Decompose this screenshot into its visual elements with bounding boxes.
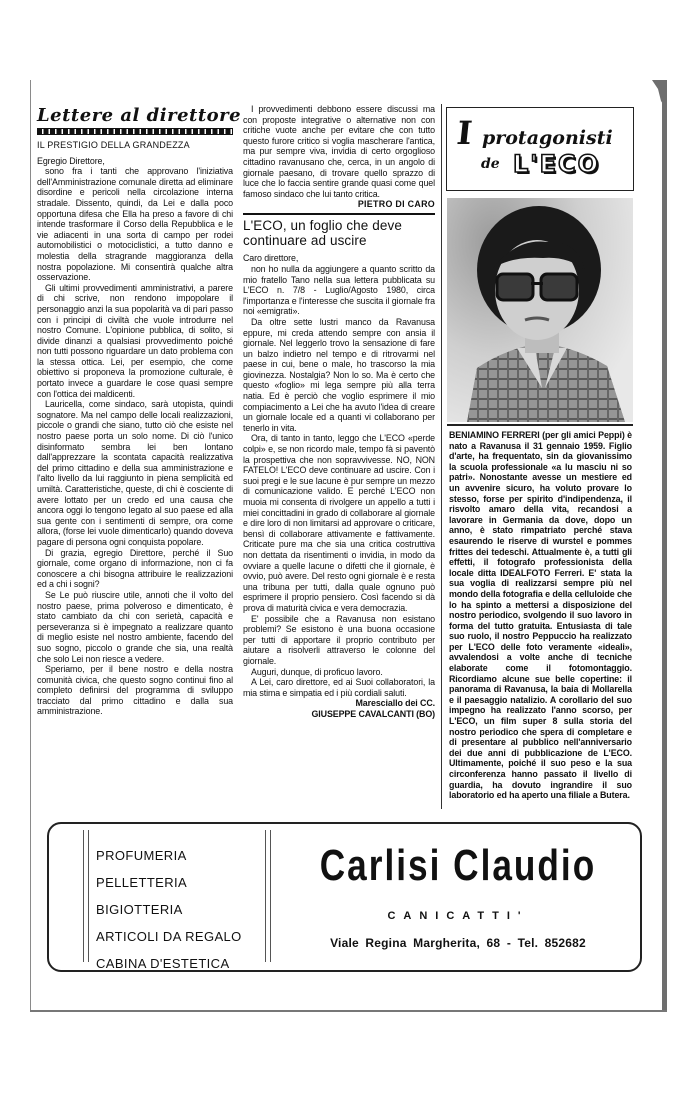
- letter-title: IL PRESTIGIO DELLA GRANDEZZA: [37, 140, 190, 150]
- ad-item: PELLETTERIA: [96, 875, 188, 890]
- letter-salutation: Egregio Direttore,: [37, 155, 105, 166]
- ad-double-rule-left: [83, 830, 89, 962]
- paragraph: I provvedimenti debbono essere discussi ma con proposte integrative o alternative non con critiche vuote anche per evitare che con tutto questo furore critico si voglia mascherare l'antica, ma pur sempre viva, invidia di certo orgoglioso cittadino ravanusano che, cerca, in un angolo di giornale paesano, di trovare quello sprazzo di luce che lo faccia sentire grande quasi come quel famoso sindaco che lui tanto critica.: [243, 104, 435, 199]
- paragraph: Ora, di tanto in tanto, leggo che L'ECO «perde colpi» e, se non ricordo male, tempo fà si paventò la prospettiva che non sopravvivesse. NO, NON FATELO! L'ECO deve continuare ad uscire. Con i suoi pregi e le sue lacune è pur sempre un mezzo di comunicazione valido. E perché L'ECO non muoia mi consenta di rivolgere un appello a tutti i miei concittadini in grado di collaborare al giornale e dire loro di non limitarsi ad approvare o criticare, bensì di collaborare attivamente e fattivamente. Criticate pure ma che sia una critica costruttiva non dettata da risentimenti o invidia, in modo da ovviare a quelle lacune o difetti che il giornale, è ovvio, può avere. Del resto ogni giornale è e resta una tribuna per tutti, dalla quale ognuno può esprimere il proprio pensiero. Così facendo si dà prova di maturità civica e vera democrazia.: [243, 433, 435, 613]
- rubric-underline: [37, 128, 233, 135]
- signature-name: GIUSEPPE CAVALCANTI (BO): [311, 708, 435, 719]
- paragraph: Se Le può riuscire utile, annoti che il volto del nostro paese, prima polveroso e dimenticato, è stato cambiato da chi con serietà, capacità e perseveranza si è impegnato a realizzare quanto di meglio esiste nel nostro ambiente, facendo del suo sogno, piccolo o grande che sia, una realtà che solo Lei non riesce a vedere.: [37, 589, 233, 664]
- ad-double-rule-middle: [265, 830, 271, 962]
- paragraph: E' possibile che a Ravanusa non esistano problemi? Se esistono è una buona occasione per tutti di apportare il proprio contributo per aiutare a risolverli attraverso le colonne del giornale.: [243, 613, 435, 666]
- paragraph: Gli ultimi provvedimenti amministrativi, a parere di chi scrive, non rendono impopolare il personaggio anzi la sua popolarità va di pari passo con i principi di civiltà che vuole introdurre nel nostro Comune. L'opinione pubblica, di solito, si divide dinanzi a qualsiasi provvedimento poiché non tutti possono riguardare un dato problema con la stessa ottica. Lei, per esempio, che come obiettivo si proponeva la promozione culturale, è portato invece a guardare le cose quasi sempre con l'ottica dei maldicenti.: [37, 282, 233, 399]
- ad-business-name: Carlisi Claudio: [319, 841, 597, 890]
- paragraph: non ho nulla da aggiungere a quanto scritto da mio fratello Tano nella sua lettera pubblicata su L'ECO n. 7/8 - Luglio/Agosto 1980, circa l'importanza e l'interesse che suscita il giornale fra noi «emigrati».: [243, 263, 435, 317]
- caption-text: BENIAMINO FERRERI (per gli amici Peppi) è nato a Ravanusa il 31 gennaio 1959. Figlio d'arte, ha frequentato, sin da giovanissimo la scuola professionale «a lu masciu ni so patri». Nonostante avesse un mestiere ed un avvenire sicuro, ha voluto provare lo stesso, forse per spirito d'indipendenza, il risvolto amaro della vita, recandosi a lavorare in Germania da dove, dopo un anno, è stato rimpatriato perché stava esaurendo le riserve di wurstel e pommes frittes dei tedeschi. Attualmente è, a tutti gli effetti, il fotografo professionista della locale ditta IDEALFOTO Ferreri. E' stata la sua voglia di realizzarsi sempre più nel mondo della fotografia e della celluloide che lo ha spinto a mettersi a disposizione del nostro periodico, svolgendo il suo lavoro in forma del tutto gratuita. Entusiasta di tale suo ruolo, il nostro Peppuccio ha realizzato per L'ECO delle foto veramente «ideali», avvalendosi a volte anche di tecniche elaborate come il fotomontaggio. Ricordiamo alcune sue belle copertine: il panorama di Ravanusa, la baia di Mollarella e il paesaggio natalizio. A corollario del suo impegno ha realizzato l'anno scorso, per L'ECO, un film super 8 sulla storia del nostro periodico che spera di completare e di presentare al pubblico nell'anniversario dei due anni di pubblicazione de L'ECO. Ultimamente, poiché il suo peso e la sua circonferenza hanno passato il livello di guardia, ha dovuto ingrandire il suo laboratorio ed ha aperto una filiale a Butera.: [449, 430, 632, 801]
- letter-salutation: Caro direttore,: [243, 253, 299, 264]
- feature-title: [457, 114, 613, 152]
- paragraph: Auguri, dunque, di proficuo lavoro.: [251, 666, 383, 677]
- paragraph: Da oltre sette lustri manco da Ravanusa eppure, mi creda attendo sempre con ansia il giornale. Nel leggerlo trovo la sensazione di fare un balzo indietro nel tempo e di ritrovarmi nel paese in cui, bene o male, ho trascorso la mia giovinezza. Nostalgia? Non lo so. Ma è certo che questo «foglio» mi lega sempre più alla terra natia. Ed è perciò che voglio esprimere il mio compiacimento a Lei che ha avuto l'idea di creare un giornale locale ed a quanti vi collaborano per tenerlo in vita.: [243, 316, 435, 433]
- page-edge-left: [30, 80, 31, 1012]
- eco-logo: L'ECO: [513, 150, 601, 178]
- page-bottom-edge: [30, 1010, 667, 1012]
- feature-initial: I: [455, 114, 474, 152]
- paragraph: Lauricella, come sindaco, sarà utopista, quindi sognatore. Ma nel campo delle locali realizzazioni, piccole o grandi che siano, tutto ciò che esiste nel nostro paese porta un solo nome. Di ciò l'unico disinformato sembra lei ben lontano dall'apprezzare la scontata capacità realizzativa del primo cittadino e della sua amministrazione e l'alto livello da lui raggiunto in piena semplicità ed umiltà. Caratteristiche, queste, di chi è cosciente di avere lottato per un credo ed una causa che ancora oggi lo tengono legato al suo paese ed alla sua gente con i sentimenti di sempre, ora come allora, (forse lei vuole dimenticarlo) quando doveva pagare di persona ogni conquista popolare.: [37, 399, 233, 547]
- paragraph: Di grazia, egregio Direttore, perché il Suo giornale, come organo di informazione, non ci fa conoscere a chi bisogna attribuire le realizzazioni ed a chi i sogni?: [37, 547, 233, 590]
- column-protagonist: [449, 430, 632, 801]
- photo-caption: [449, 430, 632, 801]
- ad-address: Viale Regina Margherita, 68 - Tel. 852682: [330, 936, 586, 950]
- signature-pietro: PIETRO DI CARO: [357, 199, 435, 210]
- column-letters: [37, 105, 242, 717]
- feature-de: de: [481, 156, 500, 172]
- column-letters-continued: [243, 104, 435, 719]
- article-headline: L'ECO, un foglio che deve continuare ad uscire: [243, 218, 402, 248]
- portrait-icon: [447, 198, 633, 422]
- photo-underline: [447, 424, 633, 426]
- column-divider: [441, 104, 442, 809]
- ad-item: PROFUMERIA: [96, 848, 187, 863]
- feature-word: protagonisti: [481, 127, 613, 149]
- advertisement-box: [47, 822, 642, 972]
- section-rubric: Lettere al direttore: [37, 105, 242, 126]
- paragraph: A Lei, caro direttore, ed ai Suoi collaboratori, la mia stima e simpatia ed i più cordiali saluti.: [243, 677, 435, 698]
- page-edge-right: [662, 80, 667, 1012]
- ad-city: CANICATTI': [387, 910, 529, 922]
- signature-rank: Maresciallo dei CC.: [355, 698, 435, 709]
- feature-header-box: [446, 107, 634, 191]
- paragraph: Speriamo, per il bene nostro e della nostra comunità civica, che questo sogno continui fino al completo definirsi del programma di sviluppo tracciato dal primo cittadino e dalla sua amministrazione.: [37, 664, 233, 717]
- ad-product-list: [96, 842, 242, 977]
- signature-cavalcanti: [243, 698, 435, 719]
- portrait-photo: [447, 198, 633, 422]
- ad-item: CABINA D'ESTETICA: [96, 956, 230, 971]
- paragraph: sono fra i tanti che approvano l'iniziativa dell'Amministrazione comunale diretta ad eliminare disordine e pericoli nella circolazione interna stradale. Dissento, quindi, da Lei e dalla poco opportuna difesa che Ella ha preso a favore di chi intende trasformare il Corso della Repubblica e le vie adiacenti in una sorta di campo per rodei automobilistici o motociclistici, a tutto danno e molestia della stragrande maggioranza della nostra popolazione. Mi consentirà qualche altra osservazione.: [37, 166, 233, 283]
- ad-item: ARTICOLI DA REGALO: [96, 929, 242, 944]
- ad-item: BIGIOTTERIA: [96, 902, 183, 917]
- article-divider: [243, 213, 435, 215]
